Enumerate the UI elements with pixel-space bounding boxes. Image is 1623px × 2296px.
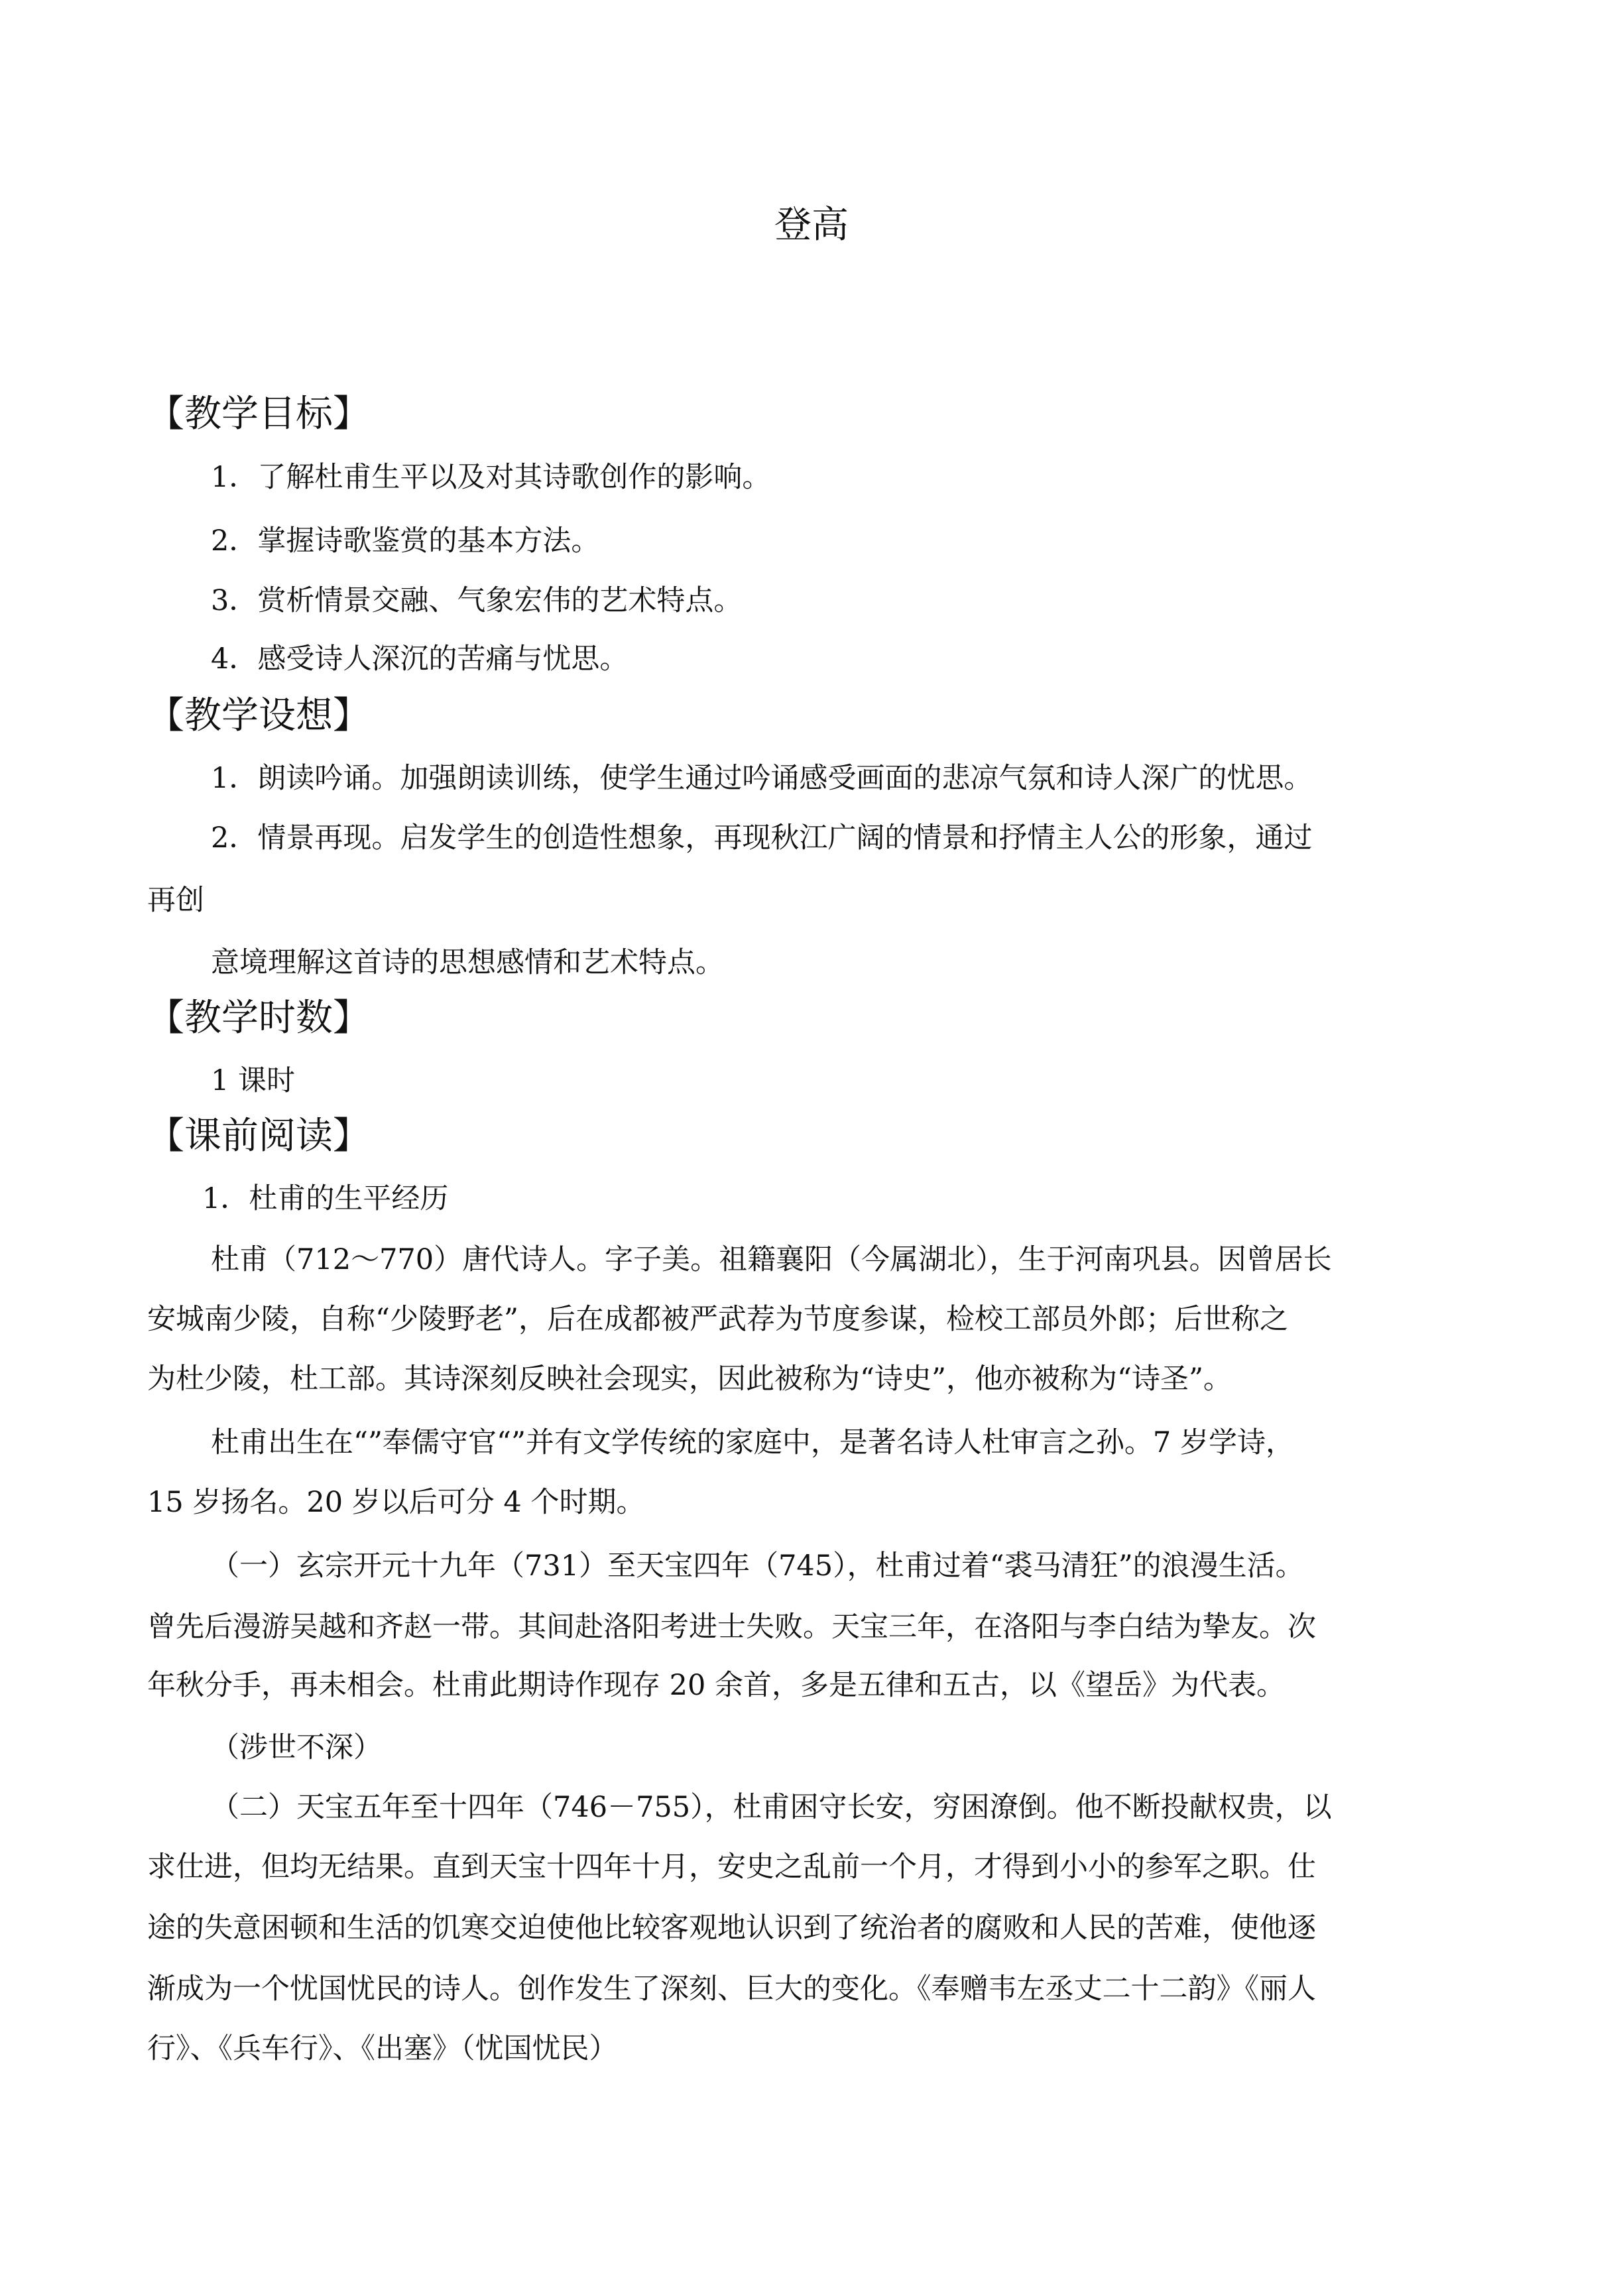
idea-line: 1．朗读吟诵。加强朗读训练，使学生通过吟诵感受画面的悲凉气氛和诗人深广的忧思。 (211, 762, 1313, 795)
section-heading-hours: 【教学时数】 (147, 997, 370, 1040)
hours-value: 1 课时 (211, 1064, 296, 1097)
section-heading-goals: 【教学目标】 (147, 393, 370, 436)
paragraph-line: 年秋分手，再未相会。杜甫此期诗作现存 20 余首，多是五律和五古，以《望岳》为代表。 (147, 1669, 1286, 1702)
paragraph-line: （二）天宝五年至十四年（746－755），杜甫困守长安，穷困潦倒。他不断投献权贵，以 (211, 1791, 1332, 1824)
paragraph-line: 为杜少陵，杜工部。其诗深刻反映社会现实，因此被称为“诗史”，他亦被称为“诗圣”。 (147, 1362, 1232, 1396)
goal-item: 4．感受诗人深沉的苦痛与忧思。 (211, 642, 629, 676)
paragraph-line: 曾先后漫游吴越和齐赵一带。其间赴洛阳考进士失败。天宝三年，在洛阳与李白结为挚友。次 (147, 1610, 1316, 1644)
idea-line: 2．情景再现。启发学生的创造性想象，再现秋江广阔的情景和抒情主人公的形象，通过 (211, 821, 1313, 855)
reading-subheading: 1．杜甫的生平经历 (202, 1182, 449, 1215)
goal-item: 1．了解杜甫生平以及对其诗歌创作的影响。 (211, 461, 771, 494)
paragraph-line: 渐成为一个忧国忧民的诗人。创作发生了深刻、巨大的变化。《奉赠韦左丞丈二十二韵》《丽人 (147, 1972, 1316, 2006)
goal-item: 3．赏析情景交融、气象宏伟的艺术特点。 (211, 584, 743, 617)
paragraph-line: 行》、《兵车行》、《出塞》（忧国忧民） (147, 2032, 618, 2065)
document-title: 登高 (774, 204, 849, 247)
paragraph-line: 安城南少陵，自称“少陵野老”，后在成都被严武荐为节度参谋，检校工部员外郎；后世称之 (147, 1303, 1288, 1336)
paragraph-line: 求仕进，但均无结果。直到天宝十四年十月，安史之乱前一个月，才得到小小的参军之职。仕 (147, 1850, 1316, 1884)
paragraph-line: （涉世不深） (211, 1731, 382, 1764)
paragraph-line: 途的失意困顿和生活的饥寒交迫使他比较客观地认识到了统治者的腐败和人民的苦难，使他逐 (147, 1911, 1316, 1945)
paragraph-line: （一）玄宗开元十九年（731）至天宝四年（745），杜甫过着“裘马清狂”的浪漫生活。 (211, 1549, 1304, 1583)
idea-line: 再创 (147, 884, 204, 917)
goal-item: 2．掌握诗歌鉴赏的基本方法。 (211, 524, 600, 558)
section-heading-ideas: 【教学设想】 (147, 694, 370, 737)
paragraph-line: 杜甫（712～770）唐代诗人。字子美。祖籍襄阳（今属湖北），生于河南巩县。因曾居长 (211, 1243, 1332, 1276)
idea-line: 意境理解这首诗的思想感情和艺术特点。 (211, 946, 724, 979)
section-heading-reading: 【课前阅读】 (147, 1115, 370, 1158)
paragraph-line: 15 岁扬名。20 岁以后可分 4 个时期。 (147, 1486, 645, 1519)
paragraph-line: 杜甫出生在“”奉儒守官“”并有文学传统的家庭中，是著名诗人杜审言之孙。7 岁学诗， (211, 1426, 1294, 1459)
